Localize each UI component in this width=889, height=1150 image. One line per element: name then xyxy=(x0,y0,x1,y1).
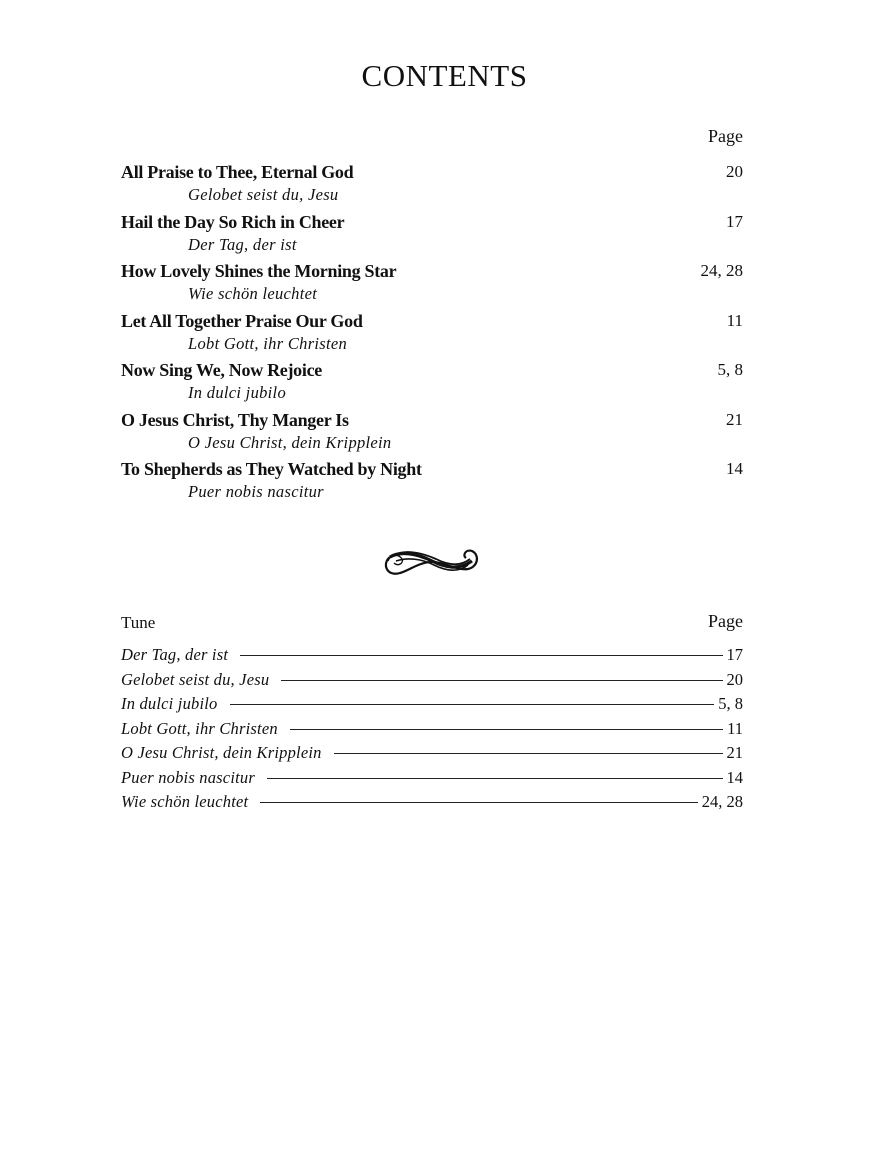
hymn-page: 11 xyxy=(726,310,743,330)
hymn-page: 17 xyxy=(726,211,743,231)
hymn-tune: Lobt Gott, ihr Christen xyxy=(188,333,348,353)
hymn-entry xyxy=(121,162,743,212)
hymn-entry xyxy=(121,410,743,460)
hymn-title: How Lovely Shines the Morning Star xyxy=(121,261,397,281)
hymn-entry xyxy=(121,261,743,311)
hymn-title: All Praise to Thee, Eternal God xyxy=(121,162,354,182)
tune-entry xyxy=(121,670,743,695)
tune-name: In dulci jubilo xyxy=(121,694,218,713)
tune-index-list xyxy=(121,645,743,817)
dot-leader-rule xyxy=(281,680,722,681)
tune-entry xyxy=(121,694,743,719)
hymn-tune: Puer nobis nascitur xyxy=(188,482,324,501)
hymn-entry xyxy=(121,212,743,262)
hymn-tune: Der Tag, der ist xyxy=(188,234,297,254)
flourish-ornament-icon xyxy=(378,541,482,583)
tune-name: Gelobet seist du, Jesu xyxy=(121,669,270,689)
tune-name: Wie schön leuchtet xyxy=(121,792,249,811)
hymn-title: To Shepherds as They Watched by Night xyxy=(121,459,422,479)
hymn-page: 20 xyxy=(726,162,743,181)
dot-leader-rule xyxy=(290,729,723,730)
hymn-entry xyxy=(121,459,743,509)
tune-name: Lobt Gott, ihr Christen xyxy=(121,718,278,738)
hymn-tune: Gelobet seist du, Jesu xyxy=(188,185,339,204)
hymn-tune: Wie schön leuchtet xyxy=(188,284,318,303)
dot-leader-rule xyxy=(260,802,697,803)
hymn-title: O Jesus Christ, Thy Manger Is xyxy=(121,409,349,430)
tune-page: 24, 28 xyxy=(701,792,743,811)
tune-page: 17 xyxy=(726,645,743,664)
tune-name: Der Tag, der ist xyxy=(121,645,229,664)
hymn-title: Hail the Day So Rich in Cheer xyxy=(121,211,345,232)
hymn-page: 24, 28 xyxy=(700,261,743,280)
hymn-title: Let All Together Praise Our God xyxy=(121,310,363,331)
tune-page: 11 xyxy=(727,718,743,738)
tune-column-header: Tune xyxy=(121,613,156,632)
hymn-tune: O Jesu Christ, dein Kripplein xyxy=(188,432,392,452)
hymn-tune: In dulci jubilo xyxy=(188,383,286,402)
dot-leader-rule xyxy=(334,753,723,754)
tune-page: 5, 8 xyxy=(718,694,743,713)
hymn-title: Now Sing We, Now Rejoice xyxy=(121,360,322,380)
tune-entry xyxy=(121,792,743,817)
hymn-page: 5, 8 xyxy=(717,360,743,379)
tune-name: Puer nobis nascitur xyxy=(121,767,255,787)
tune-page: 20 xyxy=(726,669,743,689)
tune-page: 14 xyxy=(726,767,743,787)
tune-entry xyxy=(121,768,743,793)
tune-entry xyxy=(121,719,743,744)
hymn-page: 21 xyxy=(726,409,743,429)
dot-leader-rule xyxy=(230,704,715,705)
tune-entry xyxy=(121,743,743,768)
tune-page: 21 xyxy=(726,743,743,762)
tune-name: O Jesu Christ, dein Kripplein xyxy=(121,743,322,762)
hymn-page: 14 xyxy=(726,459,743,478)
page-title: CONTENTS xyxy=(361,58,528,93)
dot-leader-rule xyxy=(267,778,723,779)
hymn-entry xyxy=(121,311,743,361)
tune-entry xyxy=(121,645,743,670)
page-column-header: Page xyxy=(708,126,743,146)
dot-leader-rule xyxy=(240,655,722,656)
hymn-list xyxy=(121,162,743,509)
hymn-entry xyxy=(121,360,743,410)
tune-page-column-header: Page xyxy=(708,611,743,631)
